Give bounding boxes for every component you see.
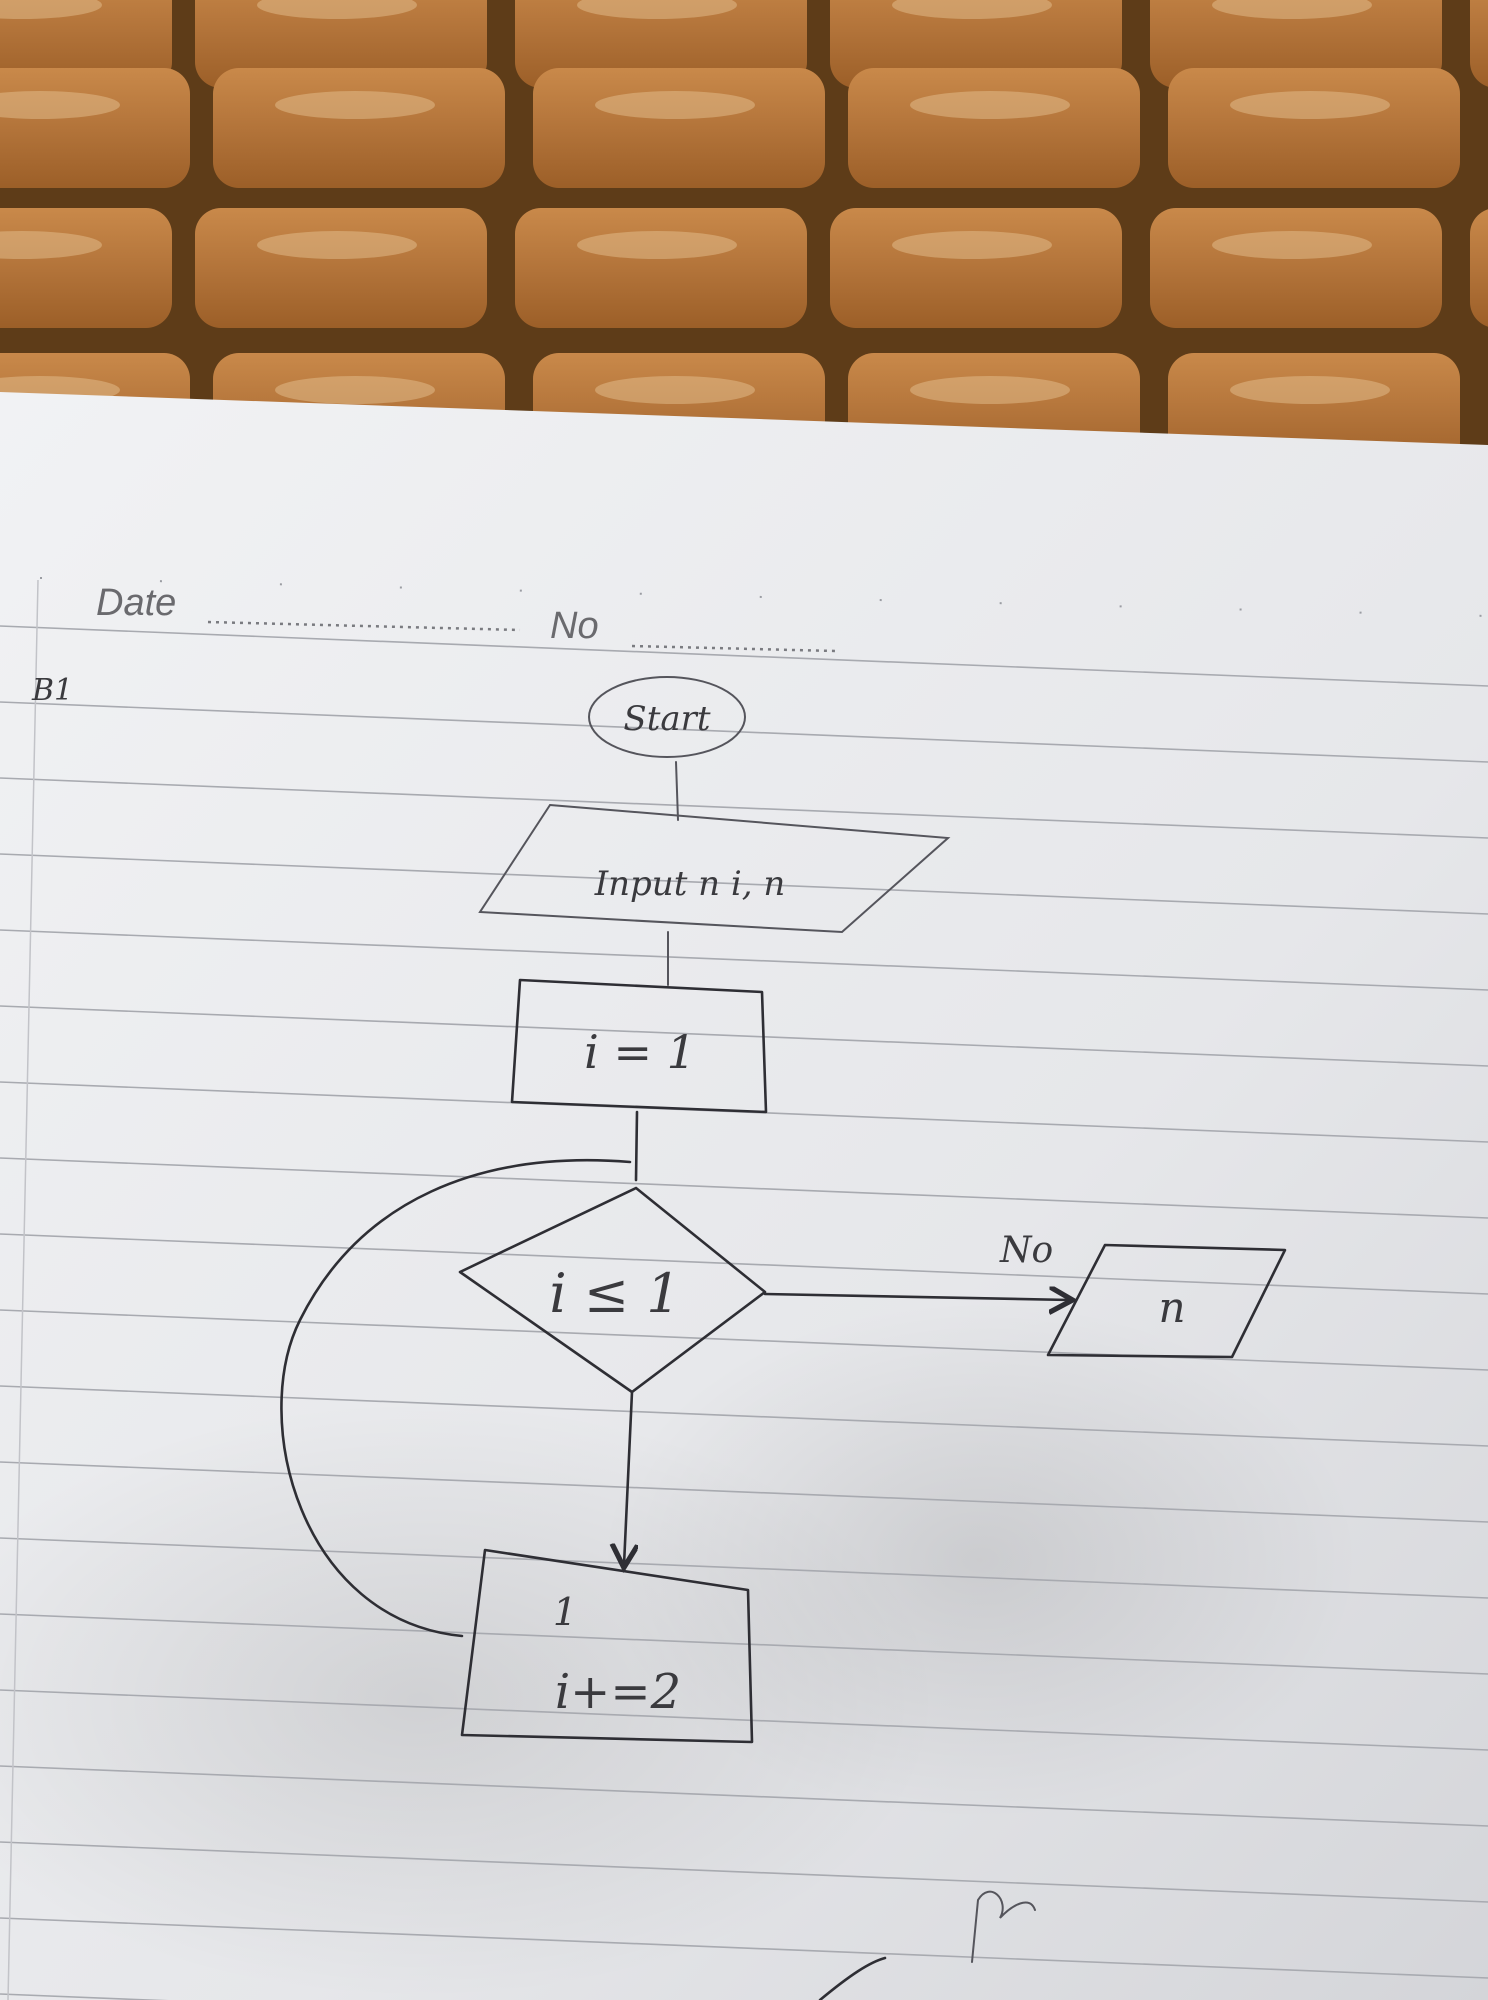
date-label: Date (96, 582, 177, 624)
mat-tile-highlight (1212, 231, 1372, 259)
output-label: n (1158, 1283, 1186, 1332)
mat-tile-highlight (595, 376, 755, 404)
mat-tile (195, 208, 487, 328)
increment-top-label: 1 (552, 1590, 578, 1634)
notebook-page (0, 392, 1488, 2000)
mat-tile-highlight (892, 231, 1052, 259)
mat-tile (848, 68, 1140, 188)
mat-tile-highlight (1230, 91, 1390, 119)
mat-tile (213, 68, 505, 188)
condition-label: i ≤ 1 (549, 1262, 681, 1325)
mat-tile-highlight (275, 376, 435, 404)
start-label: Start (623, 699, 711, 739)
no-branch-label: No (1000, 1230, 1054, 1271)
mat-tile (515, 208, 807, 328)
connector-init-condition (636, 1112, 637, 1180)
mat-tile-highlight (910, 91, 1070, 119)
number-label: No (550, 605, 599, 647)
mat-tile (1168, 68, 1460, 188)
mat-tile-highlight (257, 231, 417, 259)
input-label: Input n i, n (594, 864, 786, 904)
mat-tile (0, 68, 190, 188)
mat-tile (830, 208, 1122, 328)
mat-tile-highlight (595, 91, 755, 119)
mat-tile-highlight (910, 376, 1070, 404)
mat-tile-highlight (577, 231, 737, 259)
mat-tile-highlight (1230, 376, 1390, 404)
mat-tile (1150, 208, 1442, 328)
increment-label: i+=2 (554, 1664, 682, 1720)
margin-note: B1 (32, 673, 74, 708)
mat-tile (0, 208, 172, 328)
mat-tile (1470, 208, 1488, 328)
init-label: i = 1 (584, 1025, 696, 1079)
mat-tile (533, 68, 825, 188)
mat-tile-highlight (275, 91, 435, 119)
